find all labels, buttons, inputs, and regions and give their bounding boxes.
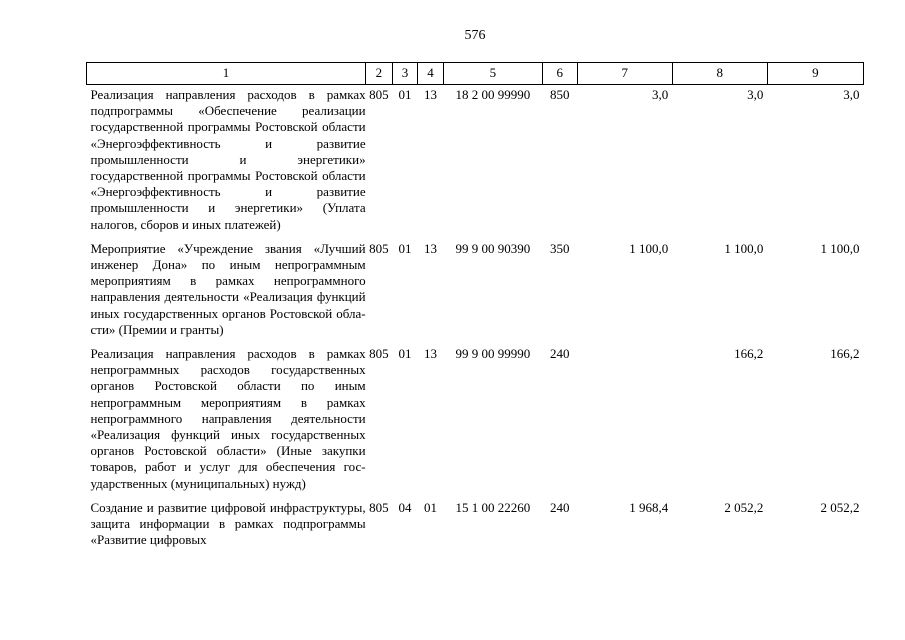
expense-type-code: 240 xyxy=(550,346,570,362)
page-number: 576 xyxy=(464,28,486,43)
amount-col9: 166,2 xyxy=(830,346,860,362)
table-row xyxy=(87,85,864,239)
column-header-8: 8 xyxy=(672,63,767,85)
amount-col7: 1 968,4 xyxy=(629,499,669,515)
ministry-code: 805 xyxy=(369,499,389,515)
column-header-5: 5 xyxy=(443,63,542,85)
column-header-2: 2 xyxy=(366,63,393,85)
amount-col7: 3,0 xyxy=(652,87,669,102)
row-description: Мероприятие «Учреждение звания «Лучший инженер Дона» по иным непрограммным мероприятиям в рамках непрограммного направления деятельности «Реализация функций иных государственных органов Ростовской области» (Премии и гранты) xyxy=(90,240,366,337)
amount-col9: 1 100,0 xyxy=(820,240,860,256)
column-header-9: 9 xyxy=(767,63,863,85)
subsection-code: 01 xyxy=(423,499,437,515)
target-article-code: 99 9 00 99990 xyxy=(455,346,531,362)
subsection-code: 13 xyxy=(423,87,437,102)
column-header-7: 7 xyxy=(577,63,672,85)
amount-col9: 3,0 xyxy=(843,87,860,102)
amount-col7 xyxy=(577,344,672,498)
section-code: 04 xyxy=(398,499,412,515)
ministry-code: 805 xyxy=(369,240,389,256)
row-description: Реализация направления расходов в рамках подпрограммы «Обеспечение реализации государственной программы Ростовской области «Энергоэффективность и развитие промышленности и энергетики» государственной программы Ростовской области «Энергоэффективность и развитие промышленности и энергетики» (Уплата налогов, сборов и иных платежей) xyxy=(90,87,366,232)
expense-type-code: 240 xyxy=(550,499,570,515)
amount-col8: 1 100,0 xyxy=(724,240,764,256)
row-description: Создание и развитие цифровой инфраструктуры, защита информации в рамках подпрограммы «Развитие цифровых xyxy=(90,499,366,548)
amount-col9: 2 052,2 xyxy=(820,499,860,515)
column-header-1: 1 xyxy=(87,63,366,85)
subsection-code: 13 xyxy=(423,240,437,256)
table-header-row xyxy=(87,63,864,85)
section-code: 01 xyxy=(398,87,412,102)
table-row xyxy=(87,344,864,498)
amount-col8: 166,2 xyxy=(734,346,764,362)
budget-table xyxy=(86,62,864,554)
column-header-4: 4 xyxy=(418,63,444,85)
target-article-code: 99 9 00 90390 xyxy=(455,240,531,256)
amount-col7: 1 100,0 xyxy=(629,240,669,256)
section-code: 01 xyxy=(398,346,412,362)
ministry-code: 805 xyxy=(369,346,389,362)
target-article-code: 15 1 00 22260 xyxy=(455,499,531,515)
target-article-code: 18 2 00 99990 xyxy=(455,87,531,102)
ministry-code: 805 xyxy=(369,87,389,102)
row-description: Реализация направления расходов в рамках непрограммных расходов государственных органов Ростовской области по иным непрограммным мероприятиям в рамках непрограммного направления деятельности «Реализация функций иных государственных органов Ростовской области» (Иные закупки товаров, работ и услуг для обеспечения государственных (муниципальных) нужд) xyxy=(90,346,366,491)
amount-col8: 3,0 xyxy=(747,87,764,102)
subsection-code: 13 xyxy=(423,346,437,362)
column-header-6: 6 xyxy=(542,63,577,85)
section-code: 01 xyxy=(398,240,412,256)
table-row xyxy=(87,498,864,555)
expense-type-code: 850 xyxy=(550,87,570,102)
expense-type-code: 350 xyxy=(550,240,570,256)
column-header-3: 3 xyxy=(392,63,418,85)
table-row xyxy=(87,239,864,344)
amount-col8: 2 052,2 xyxy=(724,499,764,515)
